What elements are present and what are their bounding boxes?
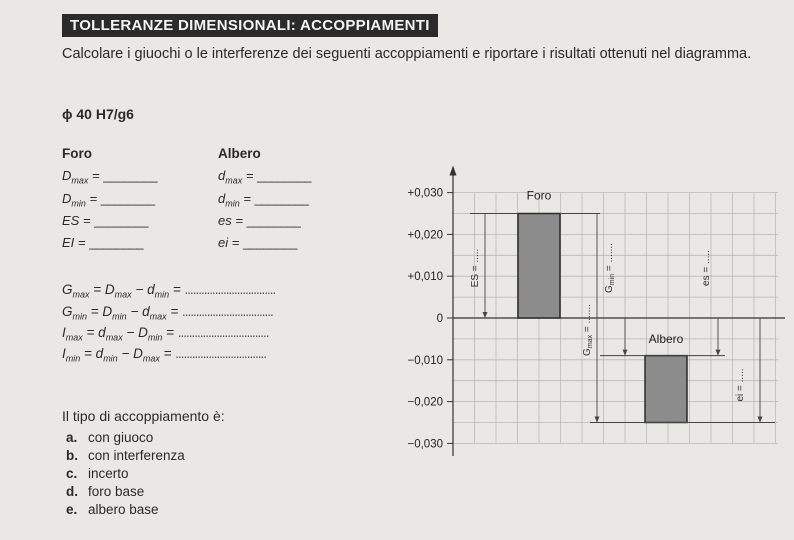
y-tick-label: +0,020 [407,229,443,242]
es-shaft-dimension-arrow [716,350,721,356]
gmax-label: $G_{max}$ = ....... [582,304,594,356]
y-tick-label: 0 [436,313,443,325]
option-a[interactable]: a. con giuoco [66,430,154,445]
y-tick-label: +0,030 [407,187,443,200]
ei-dimension-arrow [758,417,763,423]
tolerance-zone-albero [645,356,687,423]
shaft-ei-field[interactable]: ei = ________ [218,235,297,250]
y-tick-label: −0,010 [407,354,443,367]
hole-dmin-field[interactable]: $D_{min}$ = ________ [62,191,155,209]
y-axis-arrowhead [450,166,457,176]
shaft-heading: Albero [218,146,261,161]
ei-shaft-label: ei = ..... [735,368,746,402]
hole-heading: Foro [62,146,92,161]
formula-imin[interactable]: $I_{min} = d_{min} - D_{max}$ = ................................. [62,346,267,364]
option-d[interactable]: d. foro base [66,484,145,499]
hole-es-field[interactable]: ES = ________ [62,213,149,228]
option-b[interactable]: b. con interferenza [66,448,185,463]
hole-dmax-field[interactable]: $D_{max}$ = ________ [62,168,158,186]
page-title: TOLLERANZE DIMENSIONALI: ACCOPPIAMENTI [62,14,438,37]
es-shaft-label: es = ..... [701,250,712,286]
gmax-dimension-arrow [595,417,600,423]
shaft-dmax-field[interactable]: $d_{max}$ = ________ [218,168,311,186]
fit-specification: ϕ 40 H7/g6 [62,106,134,122]
instruction-text: Calcolare i giuochi o le interferenze dei seguenti accoppiamenti e riportare i risultati ottenuti nel diagramma. [62,46,752,62]
tolerance-zone-foro [518,214,560,319]
y-tick-label: −0,030 [407,438,443,451]
formula-gmin[interactable]: $G_{min} = D_{min} - d_{max}$ = ................................. [62,304,273,322]
es-hole-label: ES = ..... [470,248,481,288]
formula-imax[interactable]: $I_{max} = d_{max} - D_{min}$ = ................................. [62,325,269,343]
hole-ei-field[interactable]: EI = ________ [62,235,143,250]
gmin-label: $G_{min}$ = ....... [604,243,616,293]
gmin-dimension-arrow [623,350,628,356]
option-c[interactable]: c. incerto [66,466,129,481]
shaft-es-field[interactable]: es = ________ [218,213,301,228]
option-e[interactable]: e. albero base [66,502,159,517]
y-tick-label: −0,020 [407,396,443,409]
formula-gmax[interactable]: $G_{max} = D_{max} - d_{min}$ = ................................. [62,282,276,300]
question-text: Il tipo di accoppiamento è: [62,408,225,424]
y-tick-label: +0,010 [407,271,443,284]
shaft-dmin-field[interactable]: $d_{min}$ = ________ [218,191,309,209]
label-albero: Albero [648,332,684,347]
es-dimension-arrow [483,312,488,318]
label-foro: Foro [526,188,552,203]
